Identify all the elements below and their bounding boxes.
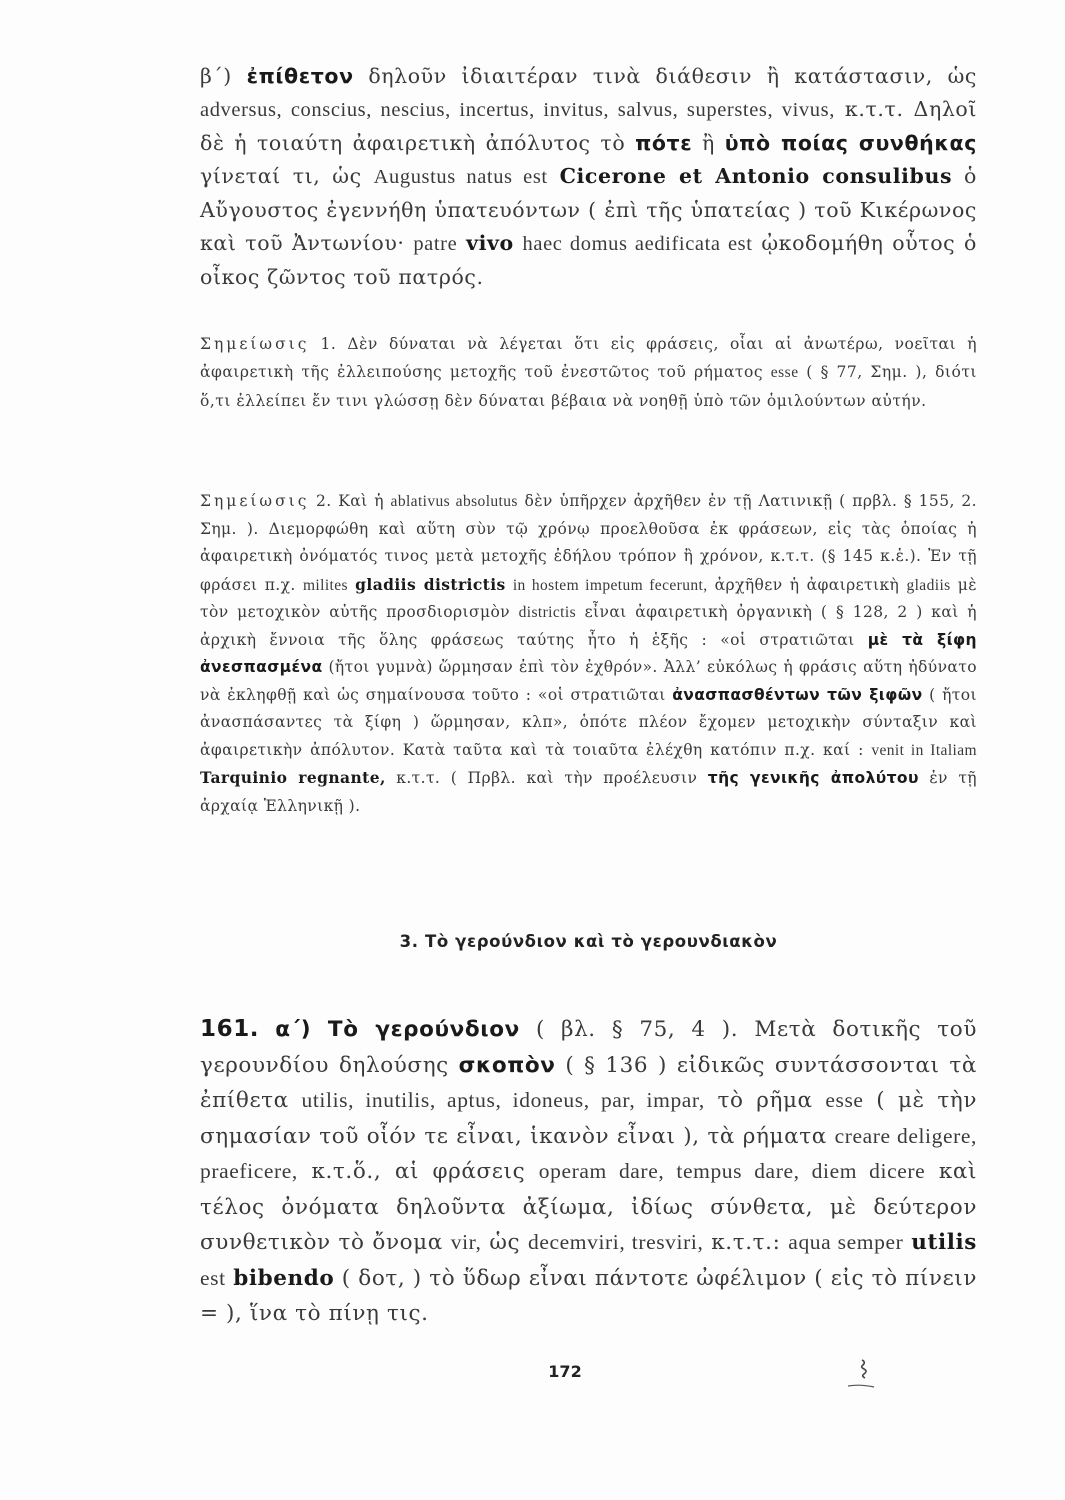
text-run: Δὲν δύναται νὰ λέγεται ὅτι εἰς φράσεις, οἷαι αἱ ἀνωτέρω, νοεῖται ἡ ἀφαιρετικὴ τῆς ἐλλειπούσης μετοχῆς τοῦ ἐνεστῶτος τοῦ ρήματος [200, 335, 977, 381]
paragraph-161 [200, 1012, 977, 1332]
section-heading: 3. Τὸ γερούνδιον καὶ τὸ γερουνδιακὸν [399, 932, 778, 951]
text-run: κ.τ.τ.: [703, 1230, 789, 1255]
note-1 [200, 330, 977, 415]
note-2 [200, 488, 977, 820]
text-run: καὶ τέλος ὀνόματα δηλοῦντα ἀξίωμα, ἰδίως σύνθετα, μὲ δεύτερον συνθετικὸν τὸ ὄνομα [200, 1159, 978, 1255]
text-run: ἐν τῇ ἀρχαίᾳ Ἑλληνικῇ ). [200, 769, 977, 815]
text-run: μὲ τὸν μετοχικὸν αὐτῆς προσδιορισμὸν [200, 575, 977, 621]
text-run: Καὶ ἡ [331, 492, 391, 510]
latin-example: haec domus aedificata est [522, 233, 753, 255]
emphasis-greek: τῆς γενικῆς ἀπολύτου [707, 769, 919, 787]
paragraph-title: α΄) Τὸ γερούνδιον [275, 1017, 520, 1042]
emphasis-pote: πότε [635, 131, 693, 155]
latin-example: operam dare, tempus dare, diem dicere [538, 1159, 926, 1183]
latin-example: esse [770, 364, 799, 381]
latin-example: in hostem impetum fecerunt, [512, 576, 708, 594]
paragraph-epitheton [200, 60, 977, 294]
emphasis-syntheke: ὑπὸ ποίας συνθήκας [724, 131, 977, 155]
latin-example: patre [413, 233, 458, 255]
latin-bold-example: Tarquinio regnante, [200, 768, 386, 787]
latin-example: gladiis [906, 576, 951, 594]
text-run: εἶναι ἀφαιρετικὴ ὀργανικὴ ( § 128, 2 ) καὶ ἡ ἀρχικὴ ἔννοια τῆς ὅλης φράσεως ταύτης ἦτο ἡ ἑξῆς : «οἱ στρατιῶται [200, 603, 977, 649]
section-label: β΄) [200, 64, 232, 88]
text-run: ( ἤτοι ἀνασπάσαντες τὰ ξίφη ) ὥρμησαν, κλπ», ὁπότε πλέον ἔχομεν μετοχικὴν σύνταξιν καὶ ἀφαιρετικὴν ἀπόλυτον. Κατὰ ταῦτα καὶ τὰ τοιαῦτα ἐλέχθη κατόπιν π.χ. καί : [200, 685, 977, 759]
note-label: Σημείωσις [200, 492, 310, 510]
latin-examples: adversus, conscius, nescius, incertus, invitus, salvus, superstes, vivus, [200, 99, 835, 121]
latin-bold-example: utilis [911, 1230, 977, 1255]
latin-bold-example: Cicerone et Antonio consulibus [559, 164, 953, 188]
text-run: ᾠκοδομήθη οὗτος ὁ οἶκος ζῶντος τοῦ πατρός. [200, 231, 977, 289]
latin-example: venit in Italiam [871, 741, 977, 759]
emphasis-skopon: σκοπὸν [458, 1052, 556, 1078]
text-run: ἀρχῆθεν ἡ ἀφαιρετικὴ [707, 575, 907, 594]
latin-example: districtis [518, 604, 576, 621]
latin-example: esse [825, 1088, 864, 1112]
emphasis-greek: μὲ τὰ ξίφη ἀνεσπασμένα [200, 630, 977, 676]
text-run: τὸ ρῆμα [704, 1088, 826, 1113]
text-run: ὁ Αὔγουστος ἐγεννήθη ὑπατευόντων ( ἐπὶ τῆς ὑπατείας ) τοῦ Κικέρωνος καὶ τοῦ Ἀντωνίου· [200, 164, 977, 255]
note-number: 2. [316, 492, 332, 510]
text-run: ( δοτ, ) τὸ ὕδωρ εἶναι πάντοτε ὠφέλιμον ( εἰς τὸ πίνειν = ), ἵνα τὸ πίνῃ τις. [200, 1265, 978, 1326]
text-run: ( § 136 ) εἰδικῶς συντάσσονται τὰ ἐπίθετα [200, 1052, 977, 1113]
text-run: δηλοῦν ἰδιαιτέραν τινὰ διάθεσιν ἢ κατάστασιν, ὡς [353, 64, 977, 88]
text-run: δὲν ὑπῆρχεν ἀρχῆθεν ἐν τῇ Λατινικῇ ( πρβλ. § 155, 2. Σημ. ). Διεμορφώθη καὶ αὕτη σὺν τῷ χρόνῳ προελθοῦσα ἐκ φράσεων, εἰς τὰς ὁποίας ἡ ἀφαιρετικὴ ὀνόματός τινος μετὰ μετοχῆς ἐδήλου τρόπον ἢ χρόνον, κ.τ.τ. (§ 145 κ.ἑ.). Ἐν τῇ φράσει π.χ. [200, 492, 978, 594]
text-run: ( βλ. § 75, 4 ). Μετὰ δοτικῆς τοῦ γερουνδίου δηλούσης [200, 1017, 978, 1078]
latin-example: milites [302, 576, 348, 594]
text-run: κ.τ.τ. ( Πρβλ. καὶ τὴν προέλευσιν [385, 769, 708, 787]
text-run: ἢ [692, 131, 725, 155]
text-run: κ.τ.τ. Δηλοῖ δὲ ἡ τοιαύτη ἀφαιρετικὴ ἀπόλυτος τὸ [200, 97, 977, 155]
latin-example: vir, [450, 1230, 482, 1254]
latin-bold-example: bibendo [233, 1265, 335, 1291]
text-run: γίνεταί τι, ὡς [200, 164, 374, 188]
latin-example: ablativus absolutus [390, 493, 518, 510]
latin-example: Augustus natus est [373, 166, 548, 188]
term-epitheton: ἐπίθετον [246, 64, 354, 88]
latin-example: decemviri, tresviri, [528, 1230, 704, 1254]
latin-bold-example: gladiis districtis [355, 574, 506, 594]
note-number: 1. [320, 335, 337, 353]
latin-example: utilis, inutilis, aptus, idoneus, par, impar, [301, 1088, 705, 1112]
emphasis-greek: ἀνασπασθέντων τῶν ξιφῶν [672, 685, 923, 704]
text-run: (ἤτοι γυμνὰ) ὥρμησαν ἐπὶ τὸν ἐχθρόν». Ἀλλ’ εὐκόλως ἡ φράσις αὕτη ἠδύνατο νὰ ἐκληφθῇ καὶ ὡς σημαίνουσα τοῦτο : «οἱ στρατιῶται [200, 658, 977, 704]
text-run: ὡς [481, 1230, 529, 1255]
note-label: Σημείωσις [200, 335, 310, 353]
latin-example: est [200, 1265, 226, 1290]
latin-bold-example: vivo [466, 231, 514, 255]
text-run: ( μὲ τὴν σημασίαν τοῦ οἷόν τε εἶναι, ἱκανὸν εἶναι ), τὰ ρήματα [200, 1088, 977, 1149]
paragraph-number: 161. [200, 1016, 260, 1042]
text-run: κ.τ.ὅ., αἱ φράσεις [297, 1159, 539, 1184]
text-run: ( § 77, Σημ. ), διότι ὅ,τι ἐλλείπει ἔν τινι γλώσσῃ δὲν δύναται βέβαια νὰ νοηθῇ ὑπὸ τῶν ὁμιλούντων αὐτήν. [200, 363, 977, 410]
page-number: 172 [548, 1362, 582, 1381]
latin-example: creare deligere, praeficere, [200, 1123, 977, 1183]
latin-example: aqua semper [788, 1230, 904, 1254]
margin-pencil-mark [838, 1356, 878, 1396]
